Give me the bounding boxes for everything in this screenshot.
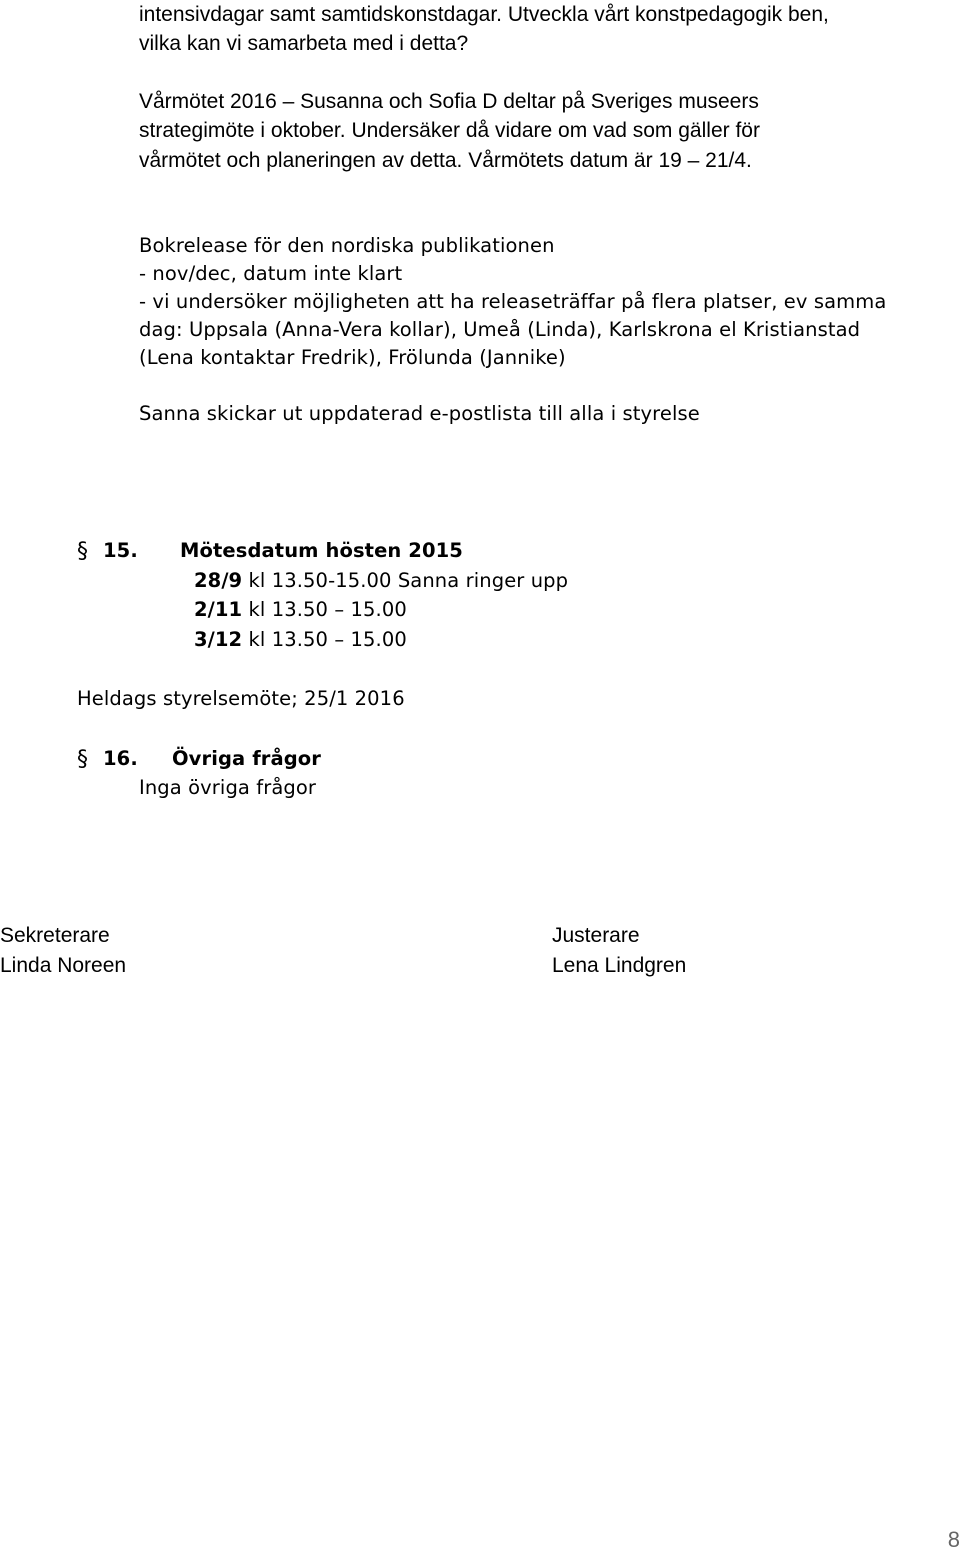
varmotet-line-3: vårmötet och planeringen av detta. Vårmötets datum är 19 – 21/4. (139, 149, 752, 172)
section-marker-icon: § (77, 539, 88, 564)
bokrelease-line-1: Bokrelease för den nordiska publikationen (139, 234, 555, 257)
varmotet-line-1: Vårmötet 2016 – Susanna och Sofia D deltar på Sveriges museers (139, 90, 759, 113)
intro-line-2: vilka kan vi samarbeta med i detta? (139, 32, 469, 55)
meeting-date-row (194, 566, 568, 596)
meeting-date-row (194, 595, 407, 625)
meeting-date: 28/9 (194, 569, 243, 592)
signature-left-name: Linda Noreen (0, 954, 127, 977)
bokrelease-line-6: Sanna skickar ut uppdaterad e-postlista till alla i styrelse (139, 402, 700, 425)
section-marker-icon: § (77, 747, 88, 772)
intro-line-1: intensivdagar samt samtidskonstdagar. Utveckla vårt konstpedagogik ben, (139, 3, 829, 26)
section-16-body: Inga övriga frågor (139, 776, 317, 799)
section-16-heading: Övriga frågor (172, 747, 322, 770)
bokrelease-line-4: dag: Uppsala (Anna-Vera kollar), Umeå (Linda), Karlskrona el Kristianstad (139, 318, 861, 341)
bokrelease-line-5: (Lena kontaktar Fredrik), Frölunda (Jannike) (139, 346, 566, 369)
meeting-date: 2/11 (194, 598, 243, 621)
section-15-number: 15. (103, 539, 138, 562)
signature-right-role: Justerare (552, 924, 640, 947)
meeting-date: 3/12 (194, 628, 243, 651)
heldag-note: Heldags styrelsemöte; 25/1 2016 (77, 687, 405, 710)
signature-right-name: Lena Lindgren (552, 954, 687, 977)
section-15-heading: Mötesdatum hösten 2015 (180, 539, 463, 562)
meeting-date-row (194, 625, 407, 655)
bokrelease-line-3: - vi undersöker möjligheten att ha releaseträffar på flera platser, ev samma (139, 290, 887, 313)
section-16-number: 16. (103, 747, 138, 770)
meeting-time: kl 13.50 – 15.00 (242, 598, 407, 621)
page-number: 8 (947, 1527, 960, 1552)
varmotet-line-2: strategimöte i oktober. Undersäker då vidare om vad som gäller för (139, 119, 760, 142)
meeting-time: kl 13.50-15.00 Sanna ringer upp (242, 569, 569, 592)
bokrelease-line-2: - nov/dec, datum inte klart (139, 262, 403, 285)
meeting-time: kl 13.50 – 15.00 (242, 628, 407, 651)
signature-left-role: Sekreterare (0, 924, 110, 947)
